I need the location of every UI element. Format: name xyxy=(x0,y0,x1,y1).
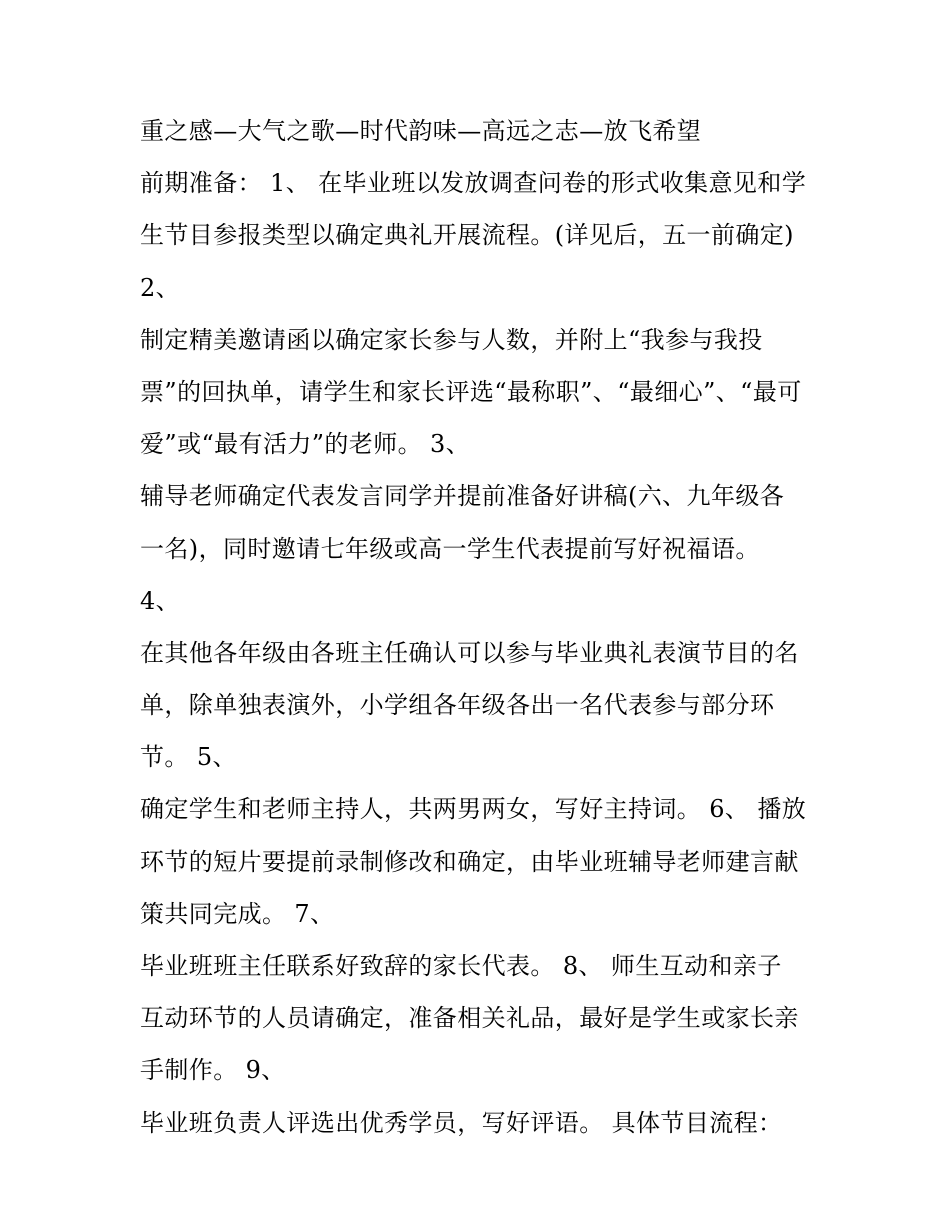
text-line: 2、 xyxy=(140,273,181,302)
text-line: 环节的短片要提前录制修改和确定，由毕业班辅导老师建言献 xyxy=(140,847,799,876)
text-line: 节。 5、 xyxy=(140,743,237,772)
text-line: 确定学生和老师主持人，共两男两女，写好主持词。 6、 播放 xyxy=(140,795,807,824)
text-line: 制定精美邀请函以确定家长参与人数，并附上“我参与我投 xyxy=(140,325,763,354)
text-line: 4、 xyxy=(140,586,181,615)
text-line: 毕业班班主任联系好致辞的家长代表。 8、 师生互动和亲子 xyxy=(140,952,782,980)
text-line: 一名)，同时邀请七年级或高一学生代表提前写好祝福语。 xyxy=(140,534,760,563)
text-line: 前期准备： 1、 在毕业班以发放调查问卷的形式收集意见和学 xyxy=(140,169,807,198)
text-line: 辅导老师确定代表发言同学并提前准备好讲稿(六、九年级各 xyxy=(140,482,785,511)
text-line: 重之感—大气之歌—时代韵味—高远之志—放飞希望 xyxy=(140,117,702,145)
text-line: 单，除单独表演外，小学组各年级各出一名代表参与部分环 xyxy=(140,691,775,720)
text-line: 策共同完成。 7、 xyxy=(140,899,335,928)
text-line: 生节目参报类型以确定典礼开展流程。(详见后，五一前确定) xyxy=(140,221,794,250)
text-line: 手制作。 9、 xyxy=(140,1056,286,1085)
text-line: 在其他各年级由各班主任确认可以参与毕业典礼表演节目的名 xyxy=(140,638,799,667)
text-line: 票”的回执单，请学生和家长评选“最称职”、“最细心”、“最可 xyxy=(140,377,802,406)
text-line: 互动环节的人员请确定，准备相关礼品，最好是学生或家长亲 xyxy=(140,1004,799,1033)
text-line: 爱”或“最有活力”的老师。 3、 xyxy=(140,430,471,459)
text-line: 毕业班负责人评选出优秀学员，写好评语。 具体节目流程： xyxy=(140,1108,783,1137)
document-body xyxy=(140,109,830,1153)
